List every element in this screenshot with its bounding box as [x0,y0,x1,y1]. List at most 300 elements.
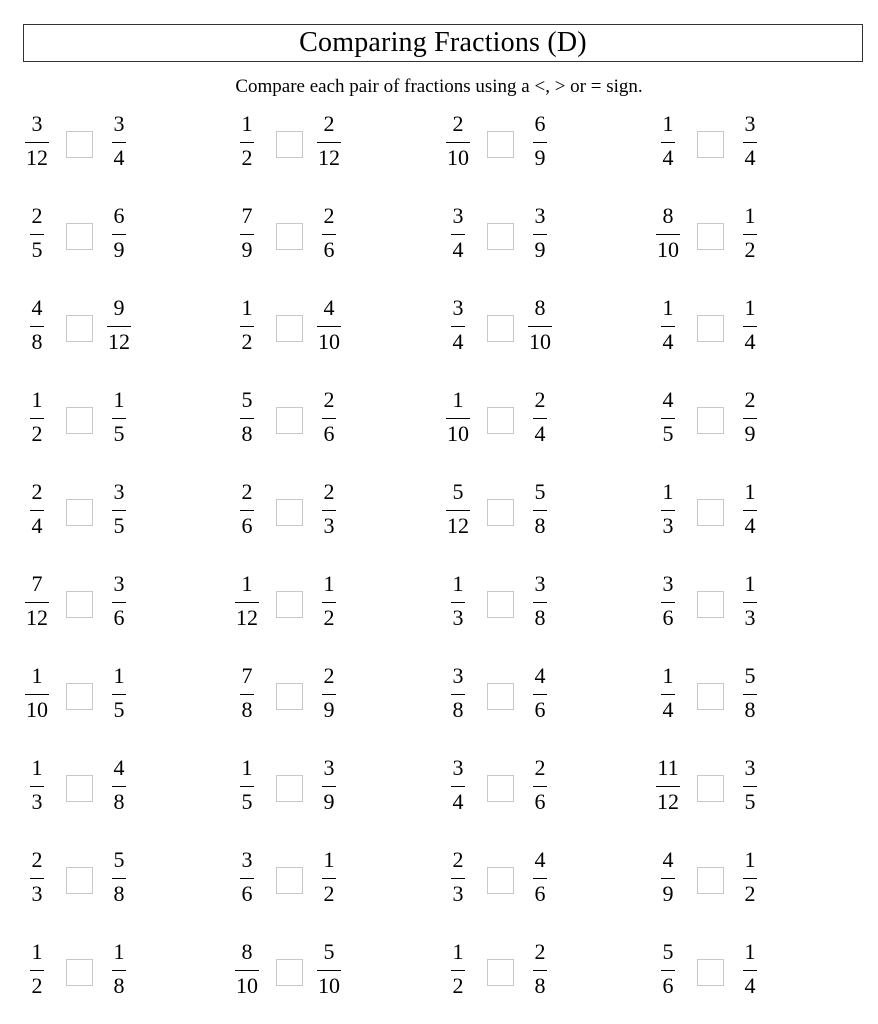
left-fraction [440,481,476,547]
denominator: 12 [26,145,48,170]
fraction-bar [451,970,465,971]
right-fraction [732,665,768,731]
denominator: 10 [318,973,340,998]
denominator: 12 [318,145,340,170]
answer-box[interactable] [487,775,514,802]
denominator: 2 [323,605,335,630]
left-fraction [440,389,476,455]
right-fraction [311,573,347,639]
right-fraction [101,205,137,271]
answer-box[interactable] [697,407,724,434]
fraction-bar [533,694,547,695]
numerator: 2 [452,111,464,136]
denominator: 12 [26,605,48,630]
answer-box[interactable] [487,499,514,526]
left-fraction [650,113,686,179]
fraction-bar [240,142,254,143]
answer-box[interactable] [697,499,724,526]
denominator: 3 [323,513,335,538]
problem-2-1 [19,205,199,271]
left-fraction [440,941,476,1007]
fraction-bar [25,142,49,143]
fraction-bar [112,786,126,787]
denominator: 9 [113,237,125,262]
numerator: 4 [534,847,546,872]
problem-8-4 [650,757,830,823]
fraction-bar [743,234,757,235]
numerator: 3 [452,755,464,780]
right-fraction [732,849,768,915]
left-fraction [650,573,686,639]
problem-9-4 [650,849,830,915]
denominator: 4 [662,329,674,354]
denominator: 10 [447,421,469,446]
answer-box[interactable] [487,959,514,986]
left-fraction [650,665,686,731]
denominator: 6 [323,237,335,262]
denominator: 9 [662,881,674,906]
numerator: 5 [452,479,464,504]
denominator: 8 [31,329,43,354]
denominator: 6 [241,513,253,538]
denominator: 4 [744,329,756,354]
left-fraction [229,297,265,363]
denominator: 2 [241,329,253,354]
numerator: 7 [31,571,43,596]
answer-box[interactable] [487,867,514,894]
denominator: 9 [323,789,335,814]
fraction-bar [25,602,49,603]
fraction-bar [240,694,254,695]
numerator: 8 [662,203,674,228]
left-fraction [19,297,55,363]
answer-box[interactable] [66,959,93,986]
right-fraction [732,389,768,455]
numerator: 1 [31,387,43,412]
problem-1-1 [19,113,199,179]
right-fraction [732,205,768,271]
answer-box[interactable] [66,683,93,710]
fraction-bar [30,326,44,327]
problem-10-3 [440,941,620,1007]
answer-box[interactable] [276,131,303,158]
fraction-bar [322,602,336,603]
denominator: 3 [662,513,674,538]
fraction-bar [235,602,259,603]
left-fraction [440,297,476,363]
fraction-bar [743,970,757,971]
numerator: 1 [744,571,756,596]
fraction-bar [322,694,336,695]
fraction-bar [446,418,470,419]
left-fraction [440,849,476,915]
fraction-bar [30,418,44,419]
denominator: 4 [744,513,756,538]
denominator: 9 [534,237,546,262]
problem-7-2 [229,665,409,731]
numerator: 2 [31,203,43,228]
denominator: 2 [744,881,756,906]
numerator: 4 [31,295,43,320]
right-fraction [101,297,137,363]
fraction-bar [112,234,126,235]
denominator: 5 [31,237,43,262]
problem-4-4 [650,389,830,455]
left-fraction [19,757,55,823]
fraction-bar [30,510,44,511]
fraction-bar [661,510,675,511]
numerator: 1 [452,387,464,412]
denominator: 6 [534,697,546,722]
denominator: 8 [113,881,125,906]
numerator: 5 [534,479,546,504]
fraction-bar [533,510,547,511]
right-fraction [732,113,768,179]
right-fraction [311,665,347,731]
problem-3-2 [229,297,409,363]
answer-box[interactable] [697,775,724,802]
right-fraction [311,849,347,915]
problem-8-2 [229,757,409,823]
denominator: 6 [662,973,674,998]
answer-box[interactable] [697,683,724,710]
fraction-bar [112,510,126,511]
fraction-bar [661,418,675,419]
fraction-bar [322,418,336,419]
fraction-bar [322,510,336,511]
numerator: 1 [31,755,43,780]
fraction-bar [317,142,341,143]
right-fraction [522,481,558,547]
denominator: 4 [452,237,464,262]
numerator: 2 [31,479,43,504]
fraction-bar [451,602,465,603]
problem-3-3 [440,297,620,363]
fraction-bar [743,602,757,603]
numerator: 4 [662,847,674,872]
problem-1-3 [440,113,620,179]
left-fraction [440,205,476,271]
fraction-bar [240,510,254,511]
left-fraction [19,849,55,915]
numerator: 2 [744,387,756,412]
numerator: 3 [113,111,125,136]
answer-box[interactable] [66,591,93,618]
denominator: 10 [236,973,258,998]
numerator: 2 [323,387,335,412]
left-fraction [440,113,476,179]
left-fraction [229,205,265,271]
problem-1-2 [229,113,409,179]
left-fraction [229,113,265,179]
answer-box[interactable] [487,131,514,158]
denominator: 5 [662,421,674,446]
left-fraction [440,665,476,731]
fraction-bar [317,970,341,971]
fraction-bar [533,878,547,879]
denominator: 2 [241,145,253,170]
denominator: 5 [241,789,253,814]
answer-box[interactable] [276,315,303,342]
denominator: 3 [452,881,464,906]
numerator: 1 [662,663,674,688]
fraction-bar [661,142,675,143]
fraction-bar [743,694,757,695]
fraction-bar [30,970,44,971]
right-fraction [311,941,347,1007]
right-fraction [311,205,347,271]
numerator: 1 [744,847,756,872]
numerator: 1 [744,939,756,964]
left-fraction [650,849,686,915]
left-fraction [650,757,686,823]
denominator: 4 [452,789,464,814]
fraction-bar [446,510,470,511]
answer-box[interactable] [66,775,93,802]
numerator: 3 [534,571,546,596]
fraction-bar [661,694,675,695]
fraction-bar [30,234,44,235]
denominator: 9 [534,145,546,170]
fraction-bar [240,878,254,879]
fraction-bar [656,786,680,787]
right-fraction [522,941,558,1007]
left-fraction [440,757,476,823]
problem-1-4 [650,113,830,179]
fraction-bar [112,970,126,971]
right-fraction [311,113,347,179]
answer-box[interactable] [276,499,303,526]
left-fraction [19,573,55,639]
answer-box[interactable] [66,407,93,434]
right-fraction [522,389,558,455]
fraction-bar [533,970,547,971]
answer-box[interactable] [697,131,724,158]
problem-4-2 [229,389,409,455]
right-fraction [732,941,768,1007]
numerator: 5 [662,939,674,964]
answer-box[interactable] [66,499,93,526]
numerator: 3 [452,663,464,688]
fraction-bar [30,786,44,787]
denominator: 8 [241,697,253,722]
fraction-bar [661,878,675,879]
denominator: 2 [452,973,464,998]
fraction-bar [533,602,547,603]
numerator: 9 [113,295,125,320]
fraction-bar [112,418,126,419]
answer-box[interactable] [487,407,514,434]
left-fraction [19,113,55,179]
answer-box[interactable] [66,223,93,250]
left-fraction [229,389,265,455]
numerator: 1 [31,663,43,688]
numerator: 2 [534,939,546,964]
numerator: 11 [657,755,679,780]
denominator: 10 [657,237,679,262]
left-fraction [650,389,686,455]
numerator: 4 [113,755,125,780]
answer-box[interactable] [276,959,303,986]
numerator: 1 [662,111,674,136]
left-fraction [229,573,265,639]
numerator: 3 [744,755,756,780]
left-fraction [229,849,265,915]
answer-box[interactable] [697,315,724,342]
denominator: 5 [113,513,125,538]
fraction-bar [240,418,254,419]
answer-box[interactable] [66,315,93,342]
problem-9-3 [440,849,620,915]
numerator: 2 [534,755,546,780]
answer-box[interactable] [487,315,514,342]
problem-4-3 [440,389,620,455]
numerator: 6 [534,111,546,136]
numerator: 3 [113,479,125,504]
numerator: 3 [452,203,464,228]
right-fraction [101,665,137,731]
answer-box[interactable] [487,591,514,618]
fraction-bar [743,786,757,787]
denominator: 4 [744,973,756,998]
left-fraction [650,297,686,363]
denominator: 12 [236,605,258,630]
left-fraction [19,665,55,731]
fraction-bar [322,234,336,235]
problem-3-1 [19,297,199,363]
fraction-bar [322,786,336,787]
left-fraction [19,389,55,455]
answer-box[interactable] [697,867,724,894]
fraction-bar [25,694,49,695]
denominator: 10 [26,697,48,722]
problem-5-2 [229,481,409,547]
denominator: 8 [744,697,756,722]
answer-box[interactable] [487,223,514,250]
right-fraction [522,205,558,271]
numerator: 5 [323,939,335,964]
numerator: 2 [323,111,335,136]
right-fraction [311,757,347,823]
numerator: 1 [113,663,125,688]
right-fraction [101,849,137,915]
answer-box[interactable] [276,867,303,894]
answer-box[interactable] [276,407,303,434]
right-fraction [732,297,768,363]
denominator: 4 [452,329,464,354]
fraction-bar [240,786,254,787]
problem-7-4 [650,665,830,731]
problem-6-3 [440,573,620,639]
denominator: 5 [113,697,125,722]
numerator: 1 [241,295,253,320]
problem-2-3 [440,205,620,271]
answer-box[interactable] [276,775,303,802]
answer-box[interactable] [66,131,93,158]
fraction-bar [112,878,126,879]
answer-box[interactable] [697,959,724,986]
numerator: 1 [323,847,335,872]
denominator: 6 [534,789,546,814]
numerator: 2 [241,479,253,504]
problem-9-1 [19,849,199,915]
denominator: 2 [744,237,756,262]
left-fraction [650,481,686,547]
numerator: 1 [31,939,43,964]
numerator: 1 [452,939,464,964]
fraction-bar [451,786,465,787]
numerator: 1 [662,479,674,504]
right-fraction [732,757,768,823]
answer-box[interactable] [276,591,303,618]
fraction-bar [107,326,131,327]
denominator: 3 [744,605,756,630]
right-fraction [522,573,558,639]
problem-5-4 [650,481,830,547]
denominator: 6 [113,605,125,630]
denominator: 12 [108,329,130,354]
fraction-bar [451,326,465,327]
numerator: 5 [113,847,125,872]
answer-box[interactable] [66,867,93,894]
answer-box[interactable] [487,683,514,710]
numerator: 7 [241,203,253,228]
numerator: 2 [534,387,546,412]
answer-box[interactable] [276,223,303,250]
denominator: 8 [534,513,546,538]
left-fraction [650,941,686,1007]
page-title: Comparing Fractions (D) [299,27,587,58]
fraction-bar [533,418,547,419]
problem-5-3 [440,481,620,547]
problem-2-4 [650,205,830,271]
problem-10-4 [650,941,830,1007]
left-fraction [19,941,55,1007]
denominator: 10 [447,145,469,170]
denominator: 6 [662,605,674,630]
numerator: 1 [744,295,756,320]
fraction-bar [112,602,126,603]
denominator: 12 [657,789,679,814]
denominator: 5 [113,421,125,446]
denominator: 6 [534,881,546,906]
right-fraction [101,573,137,639]
answer-box[interactable] [697,591,724,618]
fraction-bar [446,142,470,143]
numerator: 1 [113,939,125,964]
numerator: 4 [323,295,335,320]
numerator: 2 [323,203,335,228]
right-fraction [522,665,558,731]
right-fraction [522,757,558,823]
numerator: 1 [744,203,756,228]
problem-10-2 [229,941,409,1007]
fraction-bar [743,142,757,143]
problem-3-4 [650,297,830,363]
right-fraction [311,481,347,547]
right-fraction [101,481,137,547]
numerator: 1 [241,111,253,136]
answer-box[interactable] [697,223,724,250]
left-fraction [229,665,265,731]
fraction-bar [743,418,757,419]
numerator: 4 [534,663,546,688]
answer-box[interactable] [276,683,303,710]
right-fraction [101,389,137,455]
problem-4-1 [19,389,199,455]
problem-6-2 [229,573,409,639]
denominator: 6 [323,421,335,446]
